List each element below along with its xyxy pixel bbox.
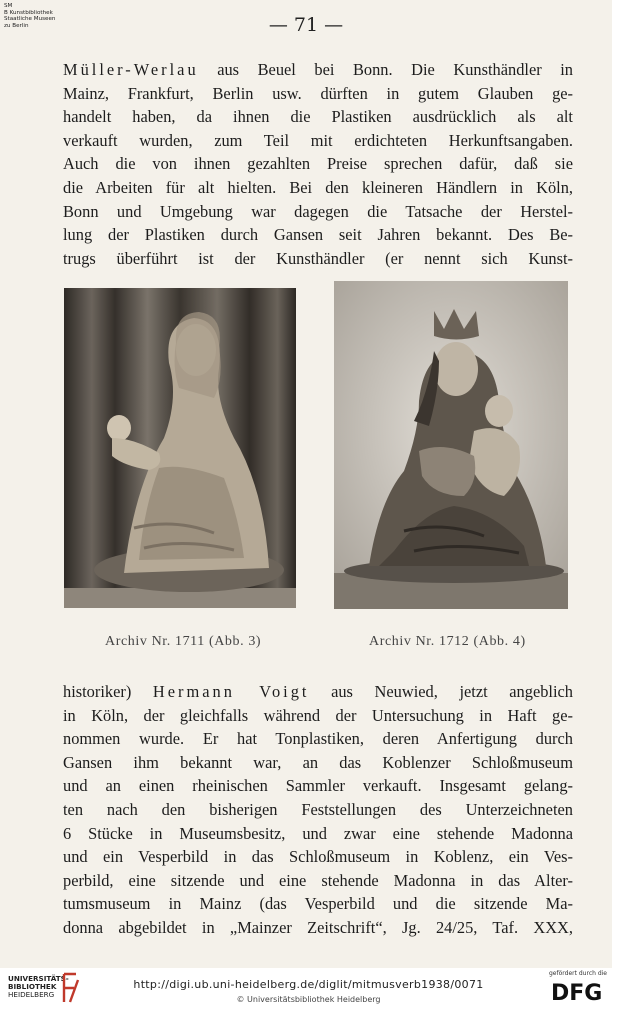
text-line: Auch die von ihnen gezahlten Preise sprechen dafür, daß sie: [63, 154, 573, 174]
text-fragment: aus Beuel bei Bonn. Die Kunsthändler in: [198, 60, 573, 79]
copyright-notice: © Universitätsbibliothek Heidelberg: [236, 995, 381, 1004]
text-line: [63, 680, 573, 704]
figure-photo-madonna-1711: [64, 288, 296, 608]
stamp-line: Staatliche Museen: [4, 16, 56, 23]
text-line: Gansen ihm bekannt war, an das Koblenzer Schloßmuseum: [63, 752, 573, 772]
text-line: 6 Stücke in Museumsbesitz, und zwar eine stehende Madonna: [63, 823, 573, 843]
text-line: ten nach den bisherigen Feststellungen des Unterzeichneten: [63, 799, 573, 819]
text-line: die Arbeiten für alt hielten. Bei den kleineren Händlern in Köln,: [63, 177, 573, 197]
stamp-line: SM: [4, 3, 13, 9]
text-fragment: aus Neuwied, jetzt angeblich: [309, 682, 573, 701]
text-line: tumsmuseum in Mainz (das Vesperbild und die sitzende Ma-: [63, 894, 573, 914]
spaced-name: Hermann Voigt: [152, 682, 310, 701]
figure-caption: Archiv Nr. 1711 (Abb. 3): [105, 634, 262, 649]
crowned-madonna-sculpture-image: [334, 281, 568, 609]
text-line: nommen wurde. Er hat Tonplastiken, deren Anfertigung durch: [63, 729, 573, 749]
figure-caption: Archiv Nr. 1712 (Abb. 4): [369, 634, 526, 649]
paragraph-1: [63, 58, 573, 270]
text-line: handelt haben, da ihnen die Plastiken ausdrücklich als alt: [63, 107, 573, 127]
text-line: perbild, eine sitzende und eine stehende Madonna in das Alter-: [63, 870, 573, 890]
library-name-line: HEIDELBERG: [8, 990, 55, 1000]
text-line: verkauft wurden, zum Teil mit erdichteten Herkunftsangaben.: [63, 130, 573, 150]
spaced-name: Müller-Werlau: [63, 60, 199, 79]
stamp-line: zu Berlin: [4, 22, 29, 29]
text-line: trugs überführt ist der Kunsthändler (er nennt sich Kunst-: [63, 248, 573, 268]
text-line: [63, 58, 573, 82]
text-line: und an einen rheinischen Sammler verkauft. Insgesamt gelang-: [63, 776, 573, 796]
text-line: und ein Vesperbild in das Schloßmuseum in Koblenz, ein Ves-: [63, 847, 573, 867]
library-name-line: BIBLIOTHEK: [8, 982, 57, 992]
figure-photo-madonna-1712: [334, 281, 568, 609]
text-line: lung der Plastiken durch Gansen seit Jahren bekannt. Des Be-: [63, 225, 573, 245]
permalink-url[interactable]: http://digi.ub.uni-heidelberg.de/diglit/mitmusverb1938/0071: [133, 978, 484, 991]
library-name-line: UNIVERSITÄTS-: [8, 974, 69, 983]
text-line: Bonn und Umgebung war dagegen die Tatsache der Herstel-: [63, 201, 573, 221]
funding-label: gefördert durch die: [549, 970, 607, 977]
dfg-logo-icon: [551, 979, 611, 1005]
page-number: — 71 —: [268, 14, 344, 36]
paragraph-2: [63, 680, 573, 940]
text-line: in Köln, der gleichfalls während der Untersuchung in Haft ge-: [63, 705, 573, 725]
text-line: Mainz, Frankfurt, Berlin usw. dürften in gutem Glauben ge-: [63, 83, 573, 103]
digitization-footer: [0, 968, 617, 1010]
madonna-sculpture-image: [64, 288, 296, 608]
text-line: donna abgebildet in „Mainzer Zeitschrift“, Jg. 24/25, Taf. XXX,: [63, 917, 573, 937]
text-fragment: historiker): [63, 682, 153, 701]
stamp-line: B Kunstbibliothek: [4, 9, 53, 16]
dfg-logo-text: DFG: [551, 981, 603, 1005]
